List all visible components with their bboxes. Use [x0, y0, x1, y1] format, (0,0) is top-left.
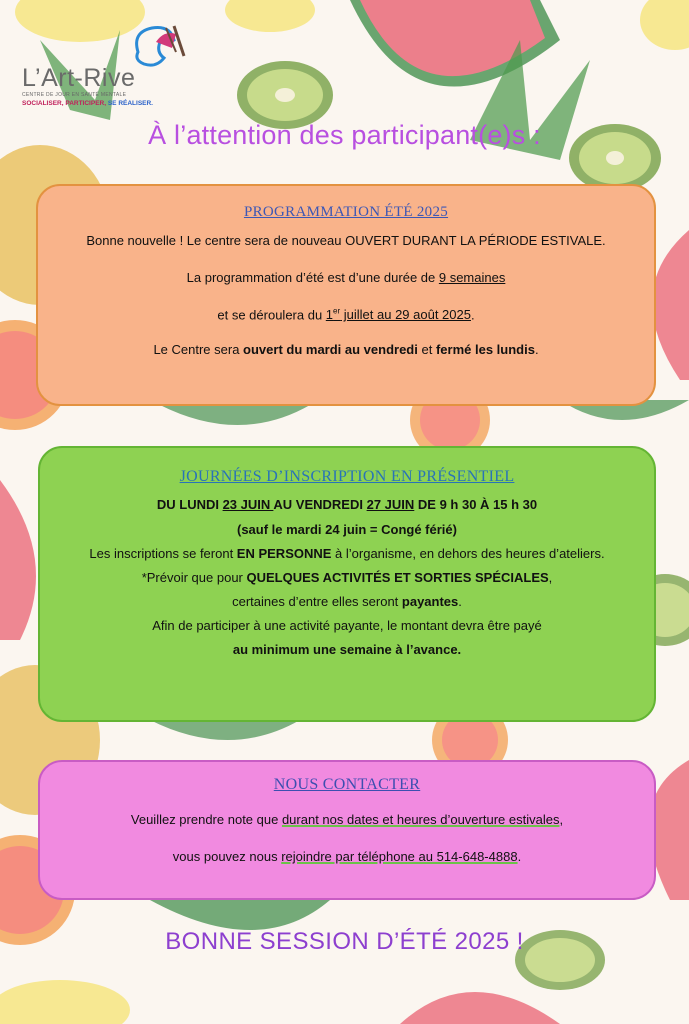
kiwi-top: [237, 61, 333, 129]
logo-tagline: CENTRE DE JOUR EN SANTÉ MENTALE: [22, 92, 127, 98]
box2-line-7: au minimum une semaine à l’avance.: [232, 642, 462, 657]
summer-programming-box: [36, 184, 656, 406]
box1-line-4: Le Centre sera ouvert du mardi au vendredi et fermé les lundis.: [153, 342, 539, 358]
box1-line-3: et se déroulera du 1er juillet au 29 août 2025.: [217, 307, 475, 323]
box1-line-2: La programmation d’été est d’une durée de 9 semaines: [186, 270, 506, 285]
paint-palette-icon: [126, 22, 188, 70]
page-title: À l’attention des participant(e)s :: [148, 120, 541, 150]
watermelon-left: [0, 480, 36, 640]
logo: [14, 20, 184, 115]
box3-line-2: vous pouvez nous rejoindre par téléphone au 514-648-4888.: [172, 849, 522, 864]
lemon-bottom-left: [0, 980, 130, 1024]
box2-line-3: Les inscriptions se feront EN PERSONNE à l’organisme, en dehors des heures d’ateliers.: [89, 546, 605, 561]
box2-line-4: *Prévoir que pour QUELQUES ACTIVITÉS ET SORTIES SPÉCIALES,: [141, 570, 553, 585]
logo-slogan: SOCIALISER, PARTICIPER, SE RÉALISER.: [22, 100, 153, 107]
contact-title: NOUS CONTACTER: [273, 776, 421, 793]
phone-number[interactable]: rejoindre par téléphone au 514-648-4888: [281, 849, 518, 864]
logo-wordmark: L’Art-Rive: [22, 64, 136, 92]
box2-line-5: certaines d’entre elles seront payantes.: [232, 594, 462, 609]
summer-programming-title: PROGRAMMATION ÉTÉ 2025: [243, 204, 449, 220]
registration-days-box: [38, 446, 656, 722]
date-range: 1er juillet au 29 août 2025: [325, 307, 471, 323]
closing-message: BONNE SESSION D’ÉTÉ 2025 !: [165, 928, 524, 955]
watermelon-bottom: [150, 900, 560, 1024]
box2-line-2: (sauf le mardi 24 juin = Congé férié): [237, 522, 457, 537]
registration-days-title: JOURNÉES D’INSCRIPTION EN PRÉSENTIEL: [179, 468, 515, 485]
box3-line-1: Veuillez prendre note que durant nos dates et heures d’ouverture estivales,: [130, 812, 564, 827]
contact-box: [38, 760, 656, 900]
watermelon-slice-top: [350, 0, 560, 87]
box2-line-6: Afin de participer à une activité payante, le montant devra être payé: [152, 618, 542, 633]
box1-line-1: Bonne nouvelle ! Le centre sera de nouveau OUVERT DURANT LA PÉRIODE ESTIVALE.: [86, 233, 606, 248]
box2-line-1: DU LUNDI 23 JUIN AU VENDREDI 27 JUIN DE 9 h 30 À 15 h 30: [156, 497, 538, 512]
